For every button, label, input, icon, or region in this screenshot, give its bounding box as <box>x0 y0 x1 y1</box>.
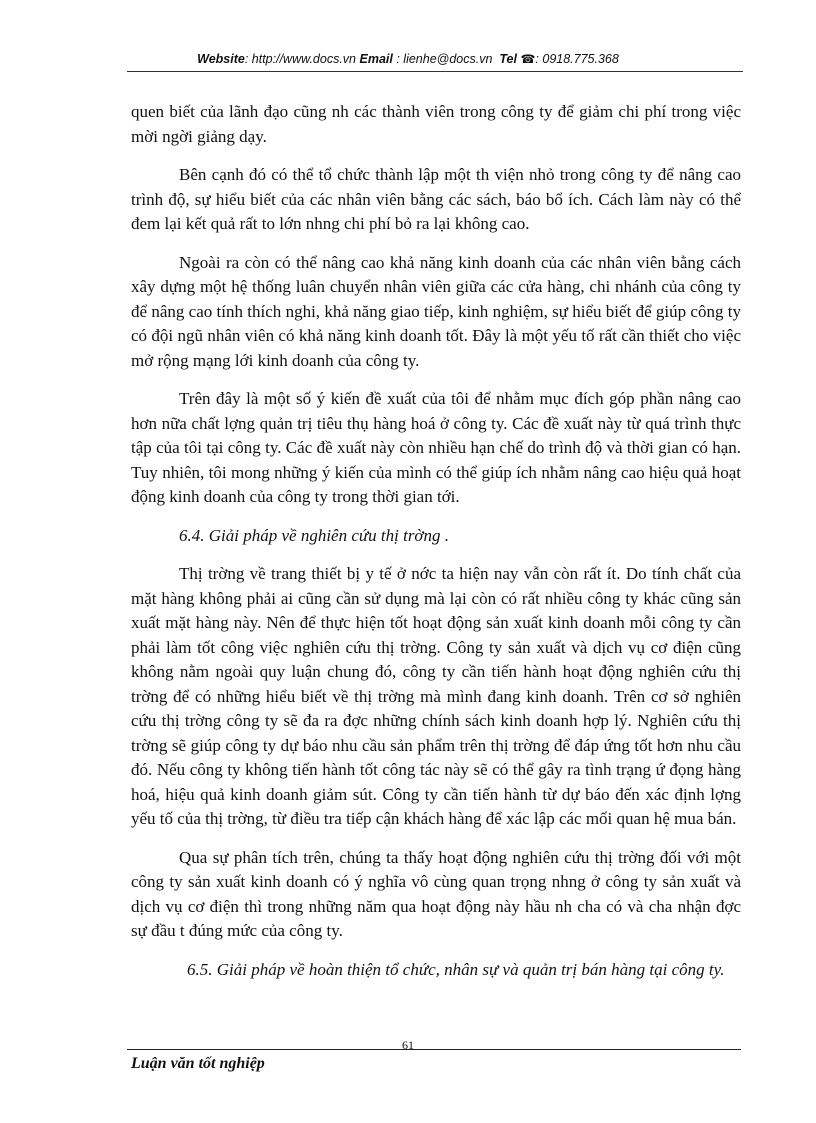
website-label: Website <box>197 52 245 66</box>
email-label: Email <box>359 52 393 66</box>
email-value[interactable]: : lienhe@docs.vn <box>396 52 493 66</box>
paragraph-5: Thị trờng về trang thiết bị y tế ở nớc ta hiện nay vẫn còn rất ít. Do tính chất của mặt hàng không phải ai cũng cần sử dụng mà lại còn có rất nhiều công ty khác cũng sản xuất mặt hàng này. Nên để thực hiện tốt hoạt động sản xuất kinh doanh mỗi công ty cần phải làm tốt công việc nghiên cứu thị trờng. Công ty sản xuất và dịch vụ cơ điện cũng không nằm ngoài quy luận chung đó, công ty cần tiến hành hoạt động nghiên cứu thị trờng để có những hiểu biết về thị trờng mà mình đang kinh doanh. Trên cơ sở nghiên cứu thị trờng công ty sẽ đa ra đợc những chính sách kinh doanh hợp lý. Nghiên cứu thị trờng sẽ giúp công ty dự báo nhu cầu sản phẩm trên thị trờng để đáp ứng tốt hơn nhu cầu đó. Nếu công ty không tiến hành tốt công tác này sẽ có thể gây ra tình trạng ứ đọng hàng hoá, hiệu quả kinh doanh giảm sút. Công ty cần tiến hành từ dự báo đến xác định lợng yếu tố của thị trờng, từ điều tra tiếp cận khách hàng để xác lập các mối quan hệ mua bán. <box>131 564 741 828</box>
header-divider <box>127 71 743 72</box>
telephone-icon: ☎ <box>520 52 536 66</box>
website-url[interactable]: : http://www.docs.vn <box>244 52 357 66</box>
footer-divider <box>127 1049 741 1050</box>
paragraph-4: Trên đây là một số ý kiến đề xuất của tôi để nhằm mục đích góp phần nâng cao hơn nữa chất lợng quản trị tiêu thụ hàng hoá ở công ty. Các đề xuất này từ quá trình thực tập của tôi tại công ty. Các đề xuất này còn nhiều hạn chế do trình độ và thời gian có hạn. Tuy nhiên, tôi mong những ý kiến của mình có thể giúp ích nhằm nâng cao hiệu quả hoạt động kinh doanh của công ty trong thời gian tới. <box>131 389 741 506</box>
paragraph-1: quen biết của lãnh đạo cũng nh các thành viên trong công ty để giảm chi phí trong việc mời ngời giảng dạy. <box>131 102 741 146</box>
page-number: 61 <box>402 1038 414 1052</box>
tel-value: : 0918.775.368 <box>535 52 619 66</box>
paragraph-2: Bên cạnh đó có thể tổ chức thành lập một th viện nhỏ trong công ty để nâng cao trình độ, sự hiểu biết của các nhân viên bằng các sách, báo bổ ích. Cách làm này có thể đem lại kết quả rất to lớn nhng chi phí bỏ ra lại không cao. <box>131 165 741 233</box>
page-header <box>0 52 816 66</box>
paragraph-3: Ngoài ra còn có thể nâng cao khả năng kinh doanh của các nhân viên bằng cách xây dựng một hệ thống luân chuyển nhân viên giữa các cửa hàng, chi nhánh của công ty để nâng cao tính thích nghi, khả năng giao tiếp, kinh nghiệm, sự hiểu biết để giúp công ty có đội ngũ nhân viên có khả năng kinh doanh tốt. Đây là một yếu tố rất cần thiết cho việc mở rộng mạng lới kinh doanh của công ty. <box>131 252 741 370</box>
section-heading-6-5: 6.5. Giải pháp về hoàn thiện tổ chức, nhân sự và quản trị bán hàng tại công ty. <box>187 959 725 979</box>
document-body <box>131 100 741 996</box>
footer-title: Luận văn tốt nghiệp <box>131 1055 265 1072</box>
tel-label: Tel <box>499 52 517 66</box>
section-heading-6-4: 6.4. Giải pháp về nghiên cứu thị trờng . <box>179 525 450 545</box>
paragraph-6: Qua sự phân tích trên, chúng ta thấy hoạt động nghiên cứu thị trờng đối với một công ty sản xuất kinh doanh có ý nghĩa vô cùng quan trọng nhng ở công ty sản xuất và dịch vụ cơ điện thì trong những năm qua hoạt động này hầu nh cha có và cha nhận đợc sự đầu t đúng mức của công ty. <box>131 847 741 940</box>
